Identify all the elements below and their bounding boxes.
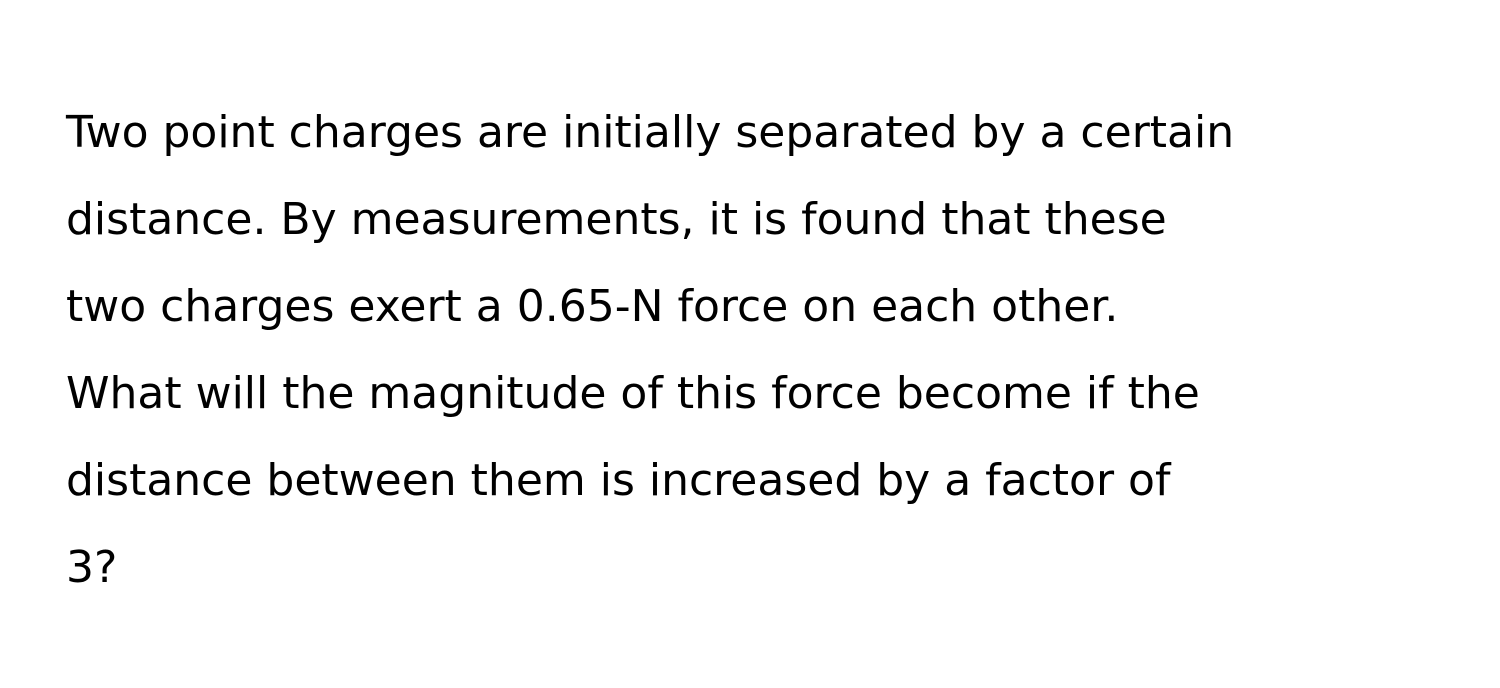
question-line: What will the magnitude of this force become if the xyxy=(66,368,1200,419)
question-line: two charges exert a 0.65-N force on each other. xyxy=(66,281,1119,332)
question-line: 3? xyxy=(66,542,118,593)
question-text xyxy=(66,89,1466,611)
question-line: distance. By measurements, it is found that these xyxy=(66,194,1167,245)
question-line: Two point charges are initially separated by a certain xyxy=(66,107,1235,158)
question-line: distance between them is increased by a factor of xyxy=(66,455,1171,506)
